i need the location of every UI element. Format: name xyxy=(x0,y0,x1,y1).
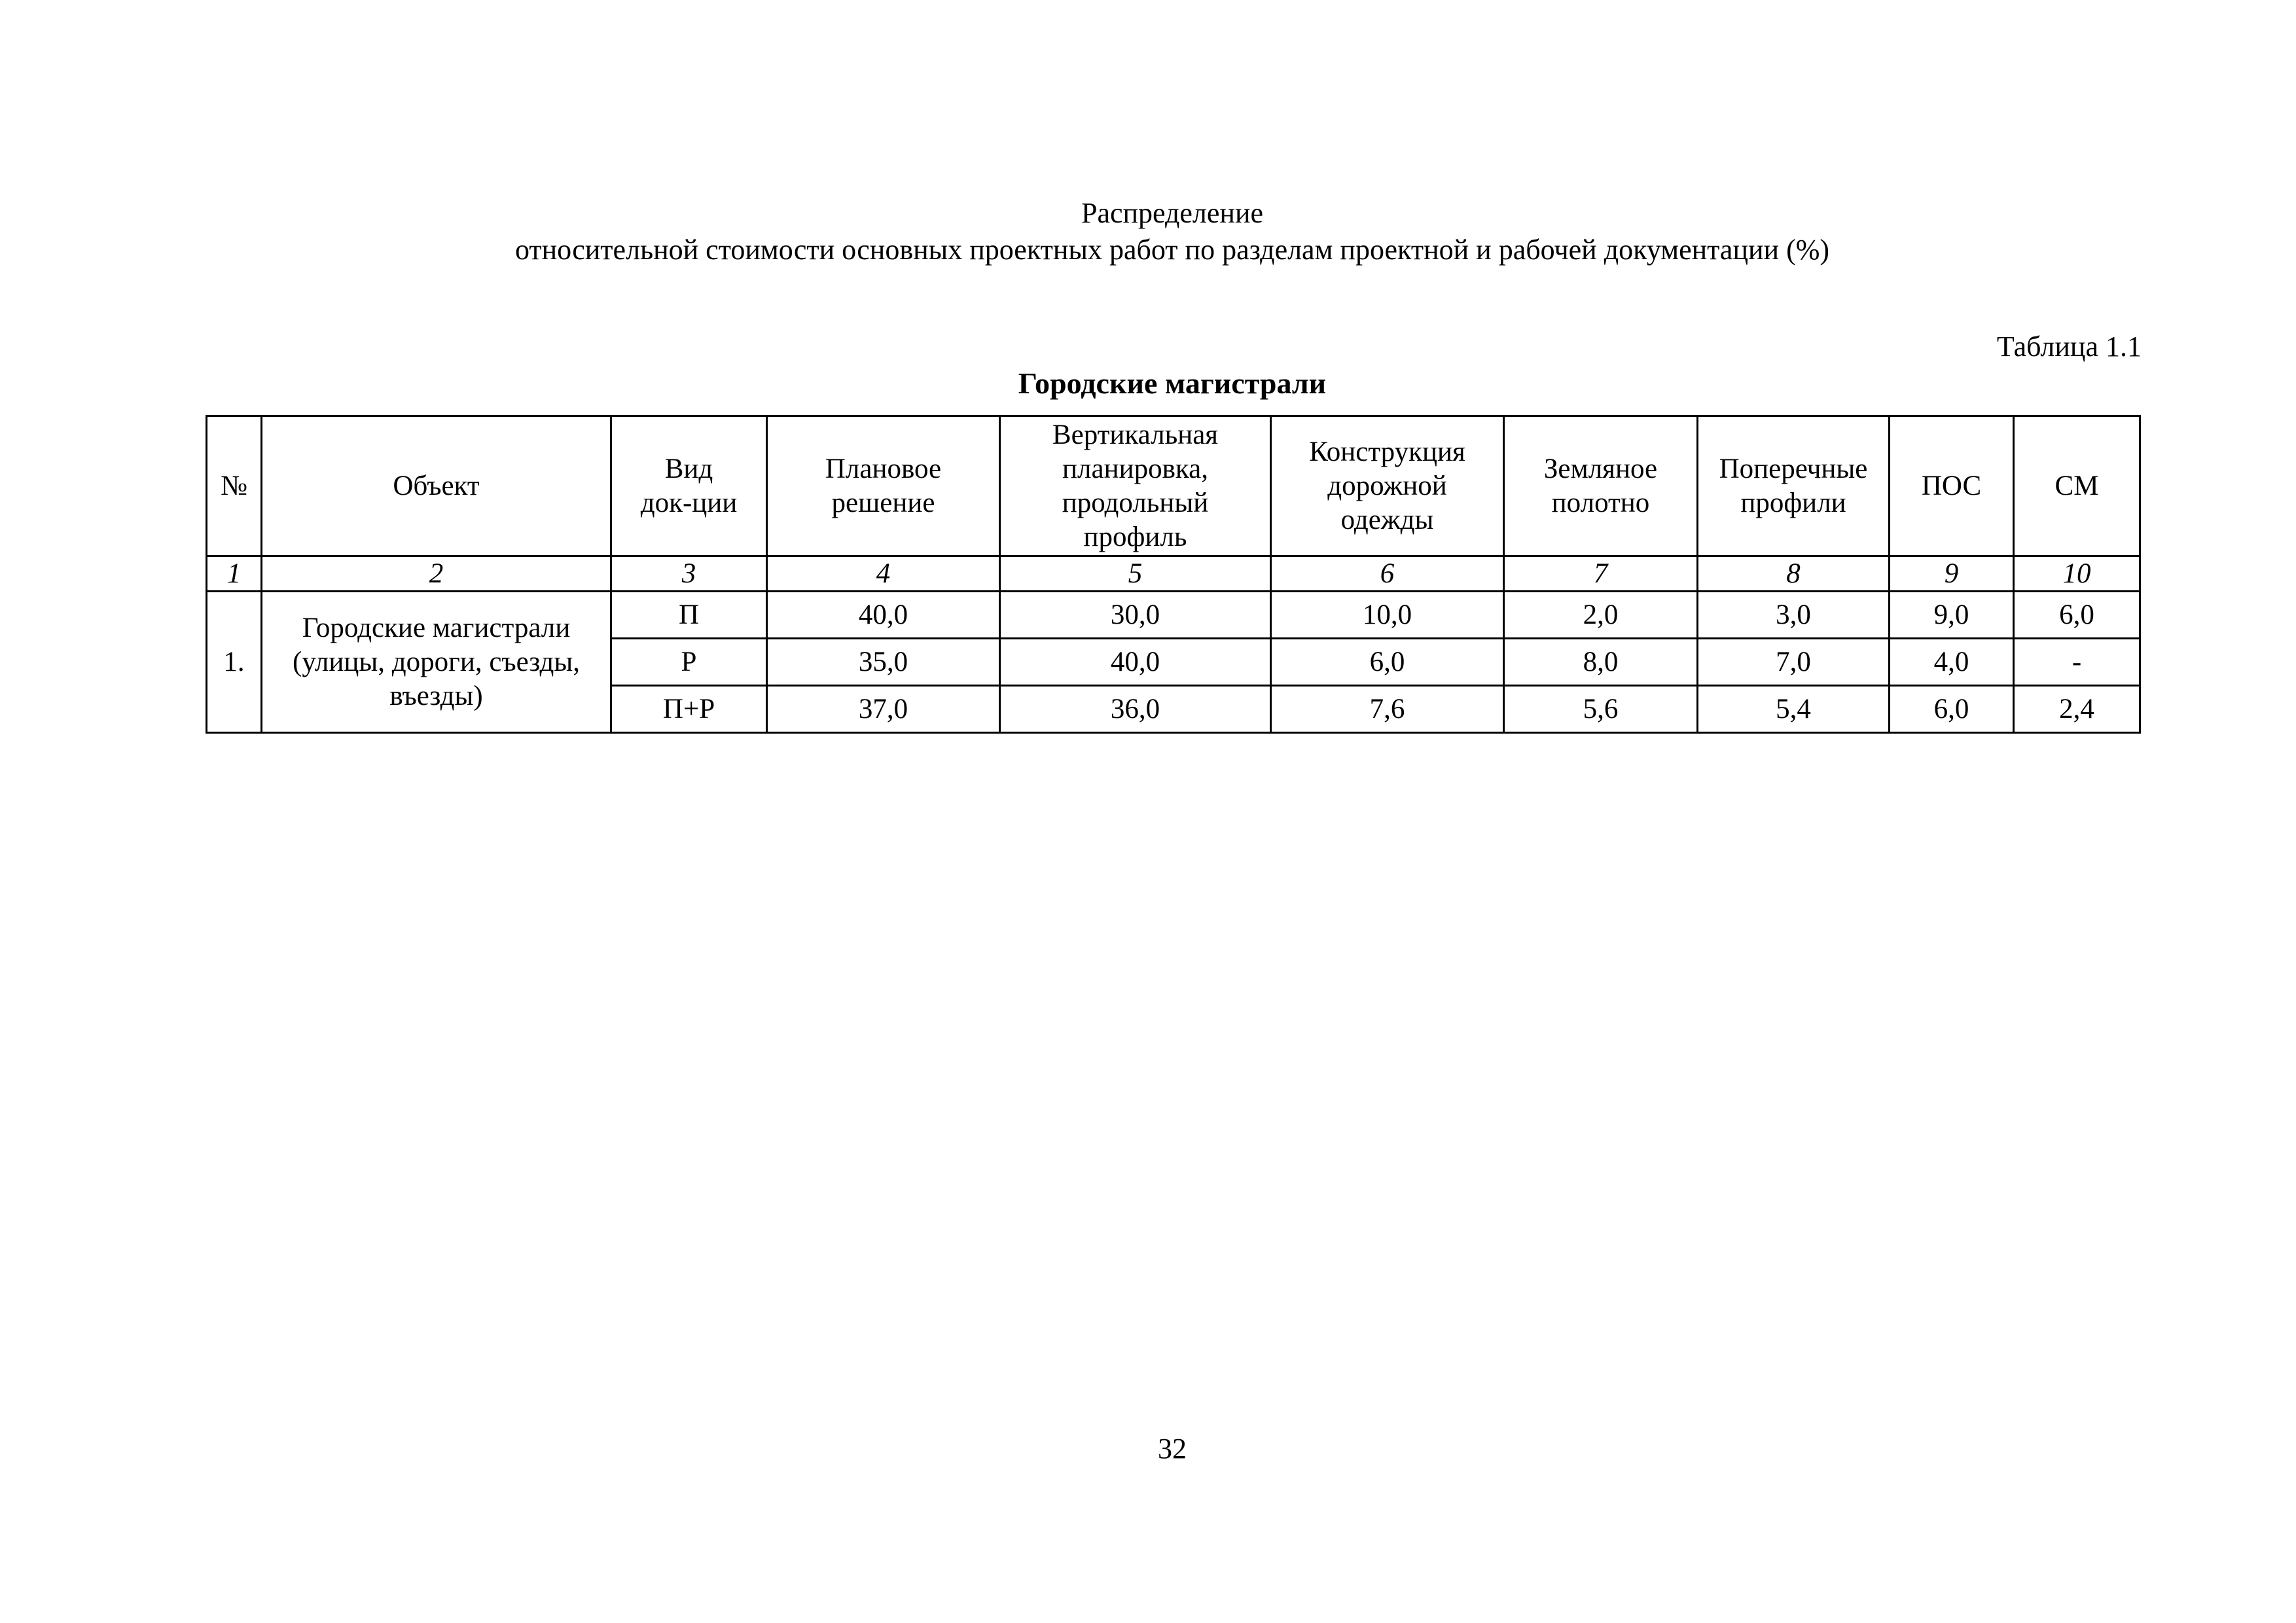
header-row xyxy=(207,416,2140,556)
value-cell: 9,0 xyxy=(1890,592,2014,639)
column-number: 4 xyxy=(767,556,1000,592)
row-number-cell: 1. xyxy=(207,592,262,733)
column-number: 10 xyxy=(2014,556,2140,592)
column-number-row xyxy=(207,556,2140,592)
value-cell: 3,0 xyxy=(1698,592,1890,639)
value-cell: 7,6 xyxy=(1271,686,1504,733)
value-cell: 6,0 xyxy=(2014,592,2140,639)
column-number: 3 xyxy=(611,556,767,592)
value-cell: 8,0 xyxy=(1504,639,1698,686)
cost-distribution-table xyxy=(206,415,2141,734)
value-cell: 4,0 xyxy=(1890,639,2014,686)
value-cell: 2,4 xyxy=(2014,686,2140,733)
doc-type-cell: П xyxy=(611,592,767,639)
column-number: 1 xyxy=(207,556,262,592)
column-number: 9 xyxy=(1890,556,2014,592)
value-cell: 5,4 xyxy=(1698,686,1890,733)
column-header-pos: ПОС xyxy=(1890,416,2014,556)
column-header-sm: СМ xyxy=(2014,416,2140,556)
column-header-vertical-planning: Вертикальная планировка, продольный профиль xyxy=(1000,416,1271,556)
column-header-pavement-construction: Конструкция дорожной одежды xyxy=(1271,416,1504,556)
table-row xyxy=(207,592,2140,639)
value-cell: 37,0 xyxy=(767,686,1000,733)
value-cell: 10,0 xyxy=(1271,592,1504,639)
value-cell: 7,0 xyxy=(1698,639,1890,686)
column-number: 2 xyxy=(262,556,611,592)
column-number: 5 xyxy=(1000,556,1271,592)
value-cell: 30,0 xyxy=(1000,592,1271,639)
value-cell: - xyxy=(2014,639,2140,686)
doc-type-cell: Р xyxy=(611,639,767,686)
title-line-2: относительной стоимости основных проектных работ по разделам проектной и рабочей документации (%) xyxy=(514,234,1830,266)
column-header-no: № xyxy=(207,416,262,556)
value-cell: 2,0 xyxy=(1504,592,1698,639)
column-header-object: Объект xyxy=(262,416,611,556)
title-line-1: Распределение xyxy=(1081,197,1264,229)
column-header-doc-type: Вид док-ции xyxy=(611,416,767,556)
column-number: 8 xyxy=(1698,556,1890,592)
value-cell: 40,0 xyxy=(1000,639,1271,686)
value-cell: 6,0 xyxy=(1271,639,1504,686)
value-cell: 6,0 xyxy=(1890,686,2014,733)
doc-type-cell: П+Р xyxy=(611,686,767,733)
value-cell: 35,0 xyxy=(767,639,1000,686)
column-number: 7 xyxy=(1504,556,1698,592)
column-header-earthwork: Земляное полотно xyxy=(1504,416,1698,556)
table-number-label: Таблица 1.1 xyxy=(1996,330,2142,363)
object-cell: Городские магистрали (улицы, дороги, съезды, въезды) xyxy=(262,592,611,733)
value-cell: 36,0 xyxy=(1000,686,1271,733)
table-title: Городские магистрали xyxy=(1018,366,1327,400)
column-header-plan-solution: Плановое решение xyxy=(767,416,1000,556)
document-title xyxy=(206,195,2139,268)
column-number: 6 xyxy=(1271,556,1504,592)
value-cell: 40,0 xyxy=(767,592,1000,639)
page-number: 32 xyxy=(1158,1433,1187,1465)
column-header-cross-sections: Поперечные профили xyxy=(1698,416,1890,556)
value-cell: 5,6 xyxy=(1504,686,1698,733)
